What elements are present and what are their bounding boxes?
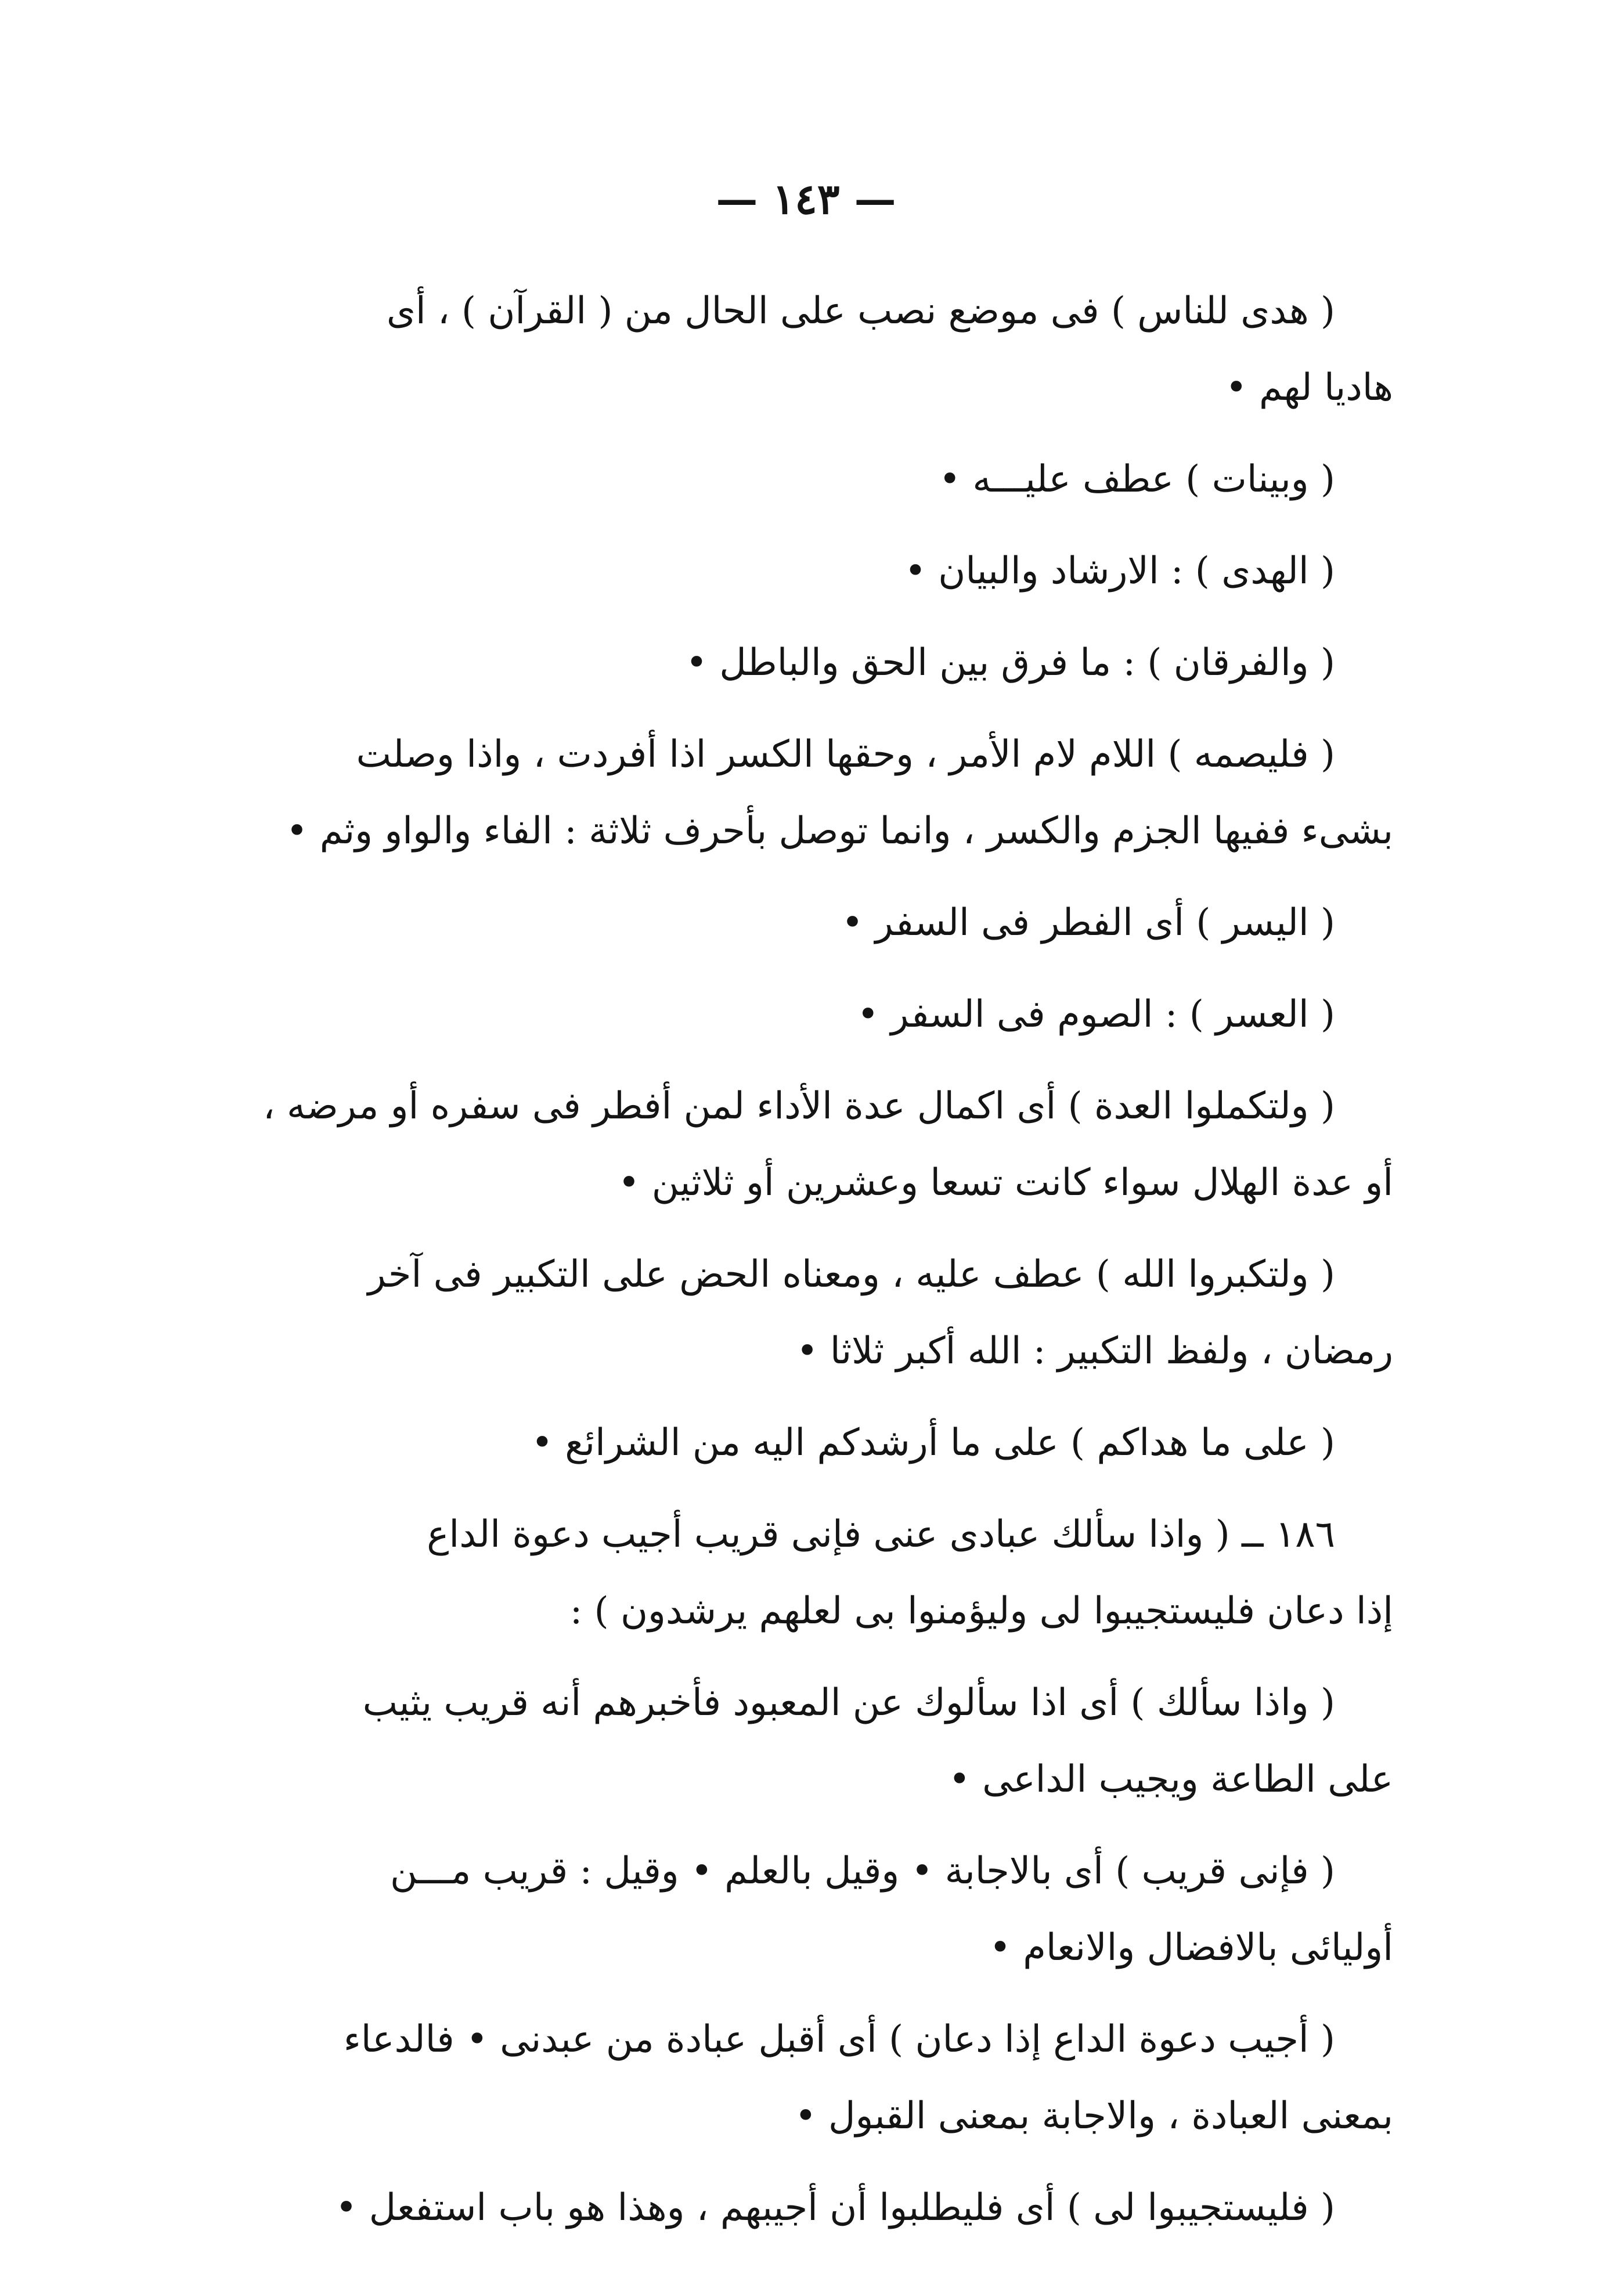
commentary-text xyxy=(263,273,1393,2261)
text-line: ( هدى للناس ) فى موضع نصب على الحال من ( القرآن ) ، أى xyxy=(386,290,1335,333)
text-line: ( وبينات ) عطف عليـــه • xyxy=(939,458,1335,501)
text-line: ( الهدى ) : الارشاد والبيان • xyxy=(904,550,1335,593)
paragraph-wa-idha-saalaka xyxy=(308,1665,1393,1818)
text-line: أو عدة الهلال سواء كانت تسعا وعشرين أو ثلاثين • xyxy=(618,1161,1393,1204)
text-line: ( ولتكملوا العدة ) أى اكمال عدة الأداء لمن أفطر فى سفره أو مرضه ، xyxy=(263,1085,1335,1128)
text-line: ( ولتكبروا الله ) عطف عليه ، ومعناه الحض على التكبير فى آخر xyxy=(367,1253,1335,1296)
paragraph-al-usr xyxy=(308,976,1393,1053)
paragraph-bayyinat xyxy=(308,441,1393,518)
paragraph-ala-ma-hadakum xyxy=(308,1405,1393,1481)
paragraph-al-huda xyxy=(308,533,1393,609)
page-number: — ١٤٣ — xyxy=(716,174,896,223)
paragraph-walitukabbiru xyxy=(308,1236,1393,1389)
text-line: هاديا لهم • xyxy=(1225,366,1393,409)
text-line: بمعنى العبادة ، والاجابة بمعنى القبول • xyxy=(794,2095,1393,2138)
paragraph-al-furqan xyxy=(308,624,1393,701)
text-line: ( فإنى قريب ) أى بالاجابة • وقيل بالعلم • وقيل : قريب مـــن xyxy=(390,1850,1335,1893)
paragraph-falyastajibu xyxy=(308,2169,1393,2246)
text-line: ( أجيب دعوة الداع إذا دعان ) أى أقبل عبادة من عبدنى • فالدعاء xyxy=(343,2018,1335,2061)
text-line: ( واذا سألك ) أى اذا سألوك عن المعبود فأخبرهم أنه قريب يثيب xyxy=(362,1681,1335,1724)
text-line: أوليائى بالافضال والانعام • xyxy=(989,1926,1393,1969)
text-line: ( على ما هداكم ) على ما أرشدكم اليه من الشرائع • xyxy=(531,1421,1335,1464)
text-line: على الطاعة ويجيب الداعى • xyxy=(949,1758,1393,1801)
text-line: ( اليسر ) أى الفطر فى السفر • xyxy=(841,901,1335,944)
text-line: ( والفرقان ) : ما فرق بين الحق والباطل • xyxy=(686,641,1335,684)
paragraph-ujibu-dawat xyxy=(308,2001,1393,2154)
paragraph-walitukmilu xyxy=(263,1068,1393,1221)
text-line: إذا دعان فليستجيبوا لى وليؤمنوا بى لعلهم يرشدون ) : xyxy=(569,1590,1393,1633)
text-line: ١٨٦ ــ ( واذا سألك عبادى عنى فإنى قريب أجيب دعوة الداع xyxy=(427,1513,1335,1556)
paragraph-falyasumhu xyxy=(286,716,1393,869)
text-line: ( العسر ) : الصوم فى السفر • xyxy=(857,993,1335,1036)
paragraph-al-yusr xyxy=(308,885,1393,961)
verse-186 xyxy=(308,1496,1393,1649)
text-line: ( فليستجيبوا لى ) أى فليطلبوا أن أجيبهم ، وهذا هو باب استفعل • xyxy=(335,2186,1335,2229)
text-line: رمضان ، ولفظ التكبير : الله أكبر ثلاثا • xyxy=(796,1330,1393,1373)
paragraph-fa-inni-qarib xyxy=(308,1833,1393,1986)
text-line: ( فليصمه ) اللام لام الأمر ، وحقها الكسر اذا أفردت ، واذا وصلت xyxy=(356,733,1335,776)
text-line: بشىء ففيها الجزم والكسر ، وانما توصل بأحرف ثلاثة : الفاء والواو وثم • xyxy=(286,810,1393,853)
paragraph-huda-lilnas xyxy=(308,273,1393,426)
